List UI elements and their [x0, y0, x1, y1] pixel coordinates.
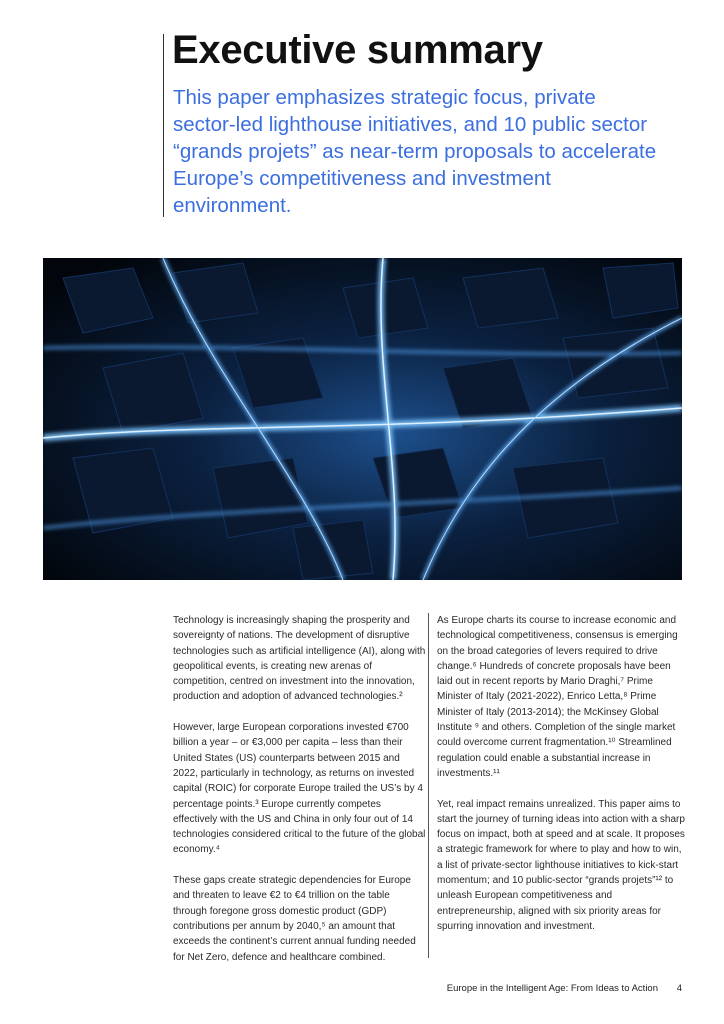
- header-rule: [163, 34, 164, 217]
- paragraph: However, large European corporations invested €700 billion a year – or €3,000 per capita – less than their United States (US) counterparts between 2015 and 2022, particularly in technology, as returns on invested capital (ROIC) for corporate Europe trailed the US’s by 4 percentage points.³ Europe currently competes effectively with the US and China in only four out of 14 technologies considered critical to the future of the global economy.⁴: [173, 722, 426, 856]
- column-divider: [428, 613, 429, 958]
- hero-image: [43, 258, 682, 580]
- page-number: 4: [676, 983, 682, 994]
- paragraph: These gaps create strategic dependencies for Europe and threaten to leave €2 to €4 trillion on the table through foregone gross domestic product (GDP) contributions per annum by 2040,⁵ an amount that exceeds the continent’s current annual funding needed for Net Zero, defence and healthcare combined.: [173, 875, 416, 963]
- aerial-night-city-icon: [43, 258, 682, 580]
- paragraph: As Europe charts its course to increase economic and technological competitiveness, consensus is emerging on the broad categories of levers required to drive change.⁶ Hundreds of concrete proposals have been laid out in recent reports by Mario Draghi,⁷ Prime Minister of Italy (2021-2022), Enrico Letta,⁸ Prime Minister of Italy (2013-2014); the McKinsey Global Institute ⁹ and others. Completion of the single market could overcome current fragmentation.¹⁰ Streamlined regulation could enable a substantial increase in investments.¹¹: [437, 615, 678, 779]
- page-subtitle: This paper emphasizes strategic focus, private sector-led lighthouse initiatives, and 10 public sector “grands projets” as near-term proposals to accelerate Europe’s competitiveness and investment environment.: [173, 86, 657, 217]
- footer-title: Europe in the Intelligent Age: From Ideas to Action: [446, 983, 658, 994]
- page-title: Executive summary: [172, 28, 543, 72]
- paragraph: Technology is increasingly shaping the prosperity and sovereignty of nations. The development of disruptive technologies such as artificial intelligence (AI), along with geopolitical events, is creating new arenas of competition, centred on investment into the innovation, production and adoption of advanced technologies.²: [173, 615, 426, 703]
- body-column-left: [173, 613, 426, 980]
- body-column-right: [437, 613, 687, 950]
- paragraph: Yet, real impact remains unrealized. This paper aims to start the journey of turning ideas into action with a sharp focus on impact, both at speed and at scale. It proposes a strategic framework for where to play and how to win, a list of private-sector lighthouse initiatives to kick-start momentum; and 10 public-sector “grands projets”¹² to unleash European competitiveness and entrepreneurship, aligned with six priority areas for spurring innovation and investment.: [437, 798, 685, 932]
